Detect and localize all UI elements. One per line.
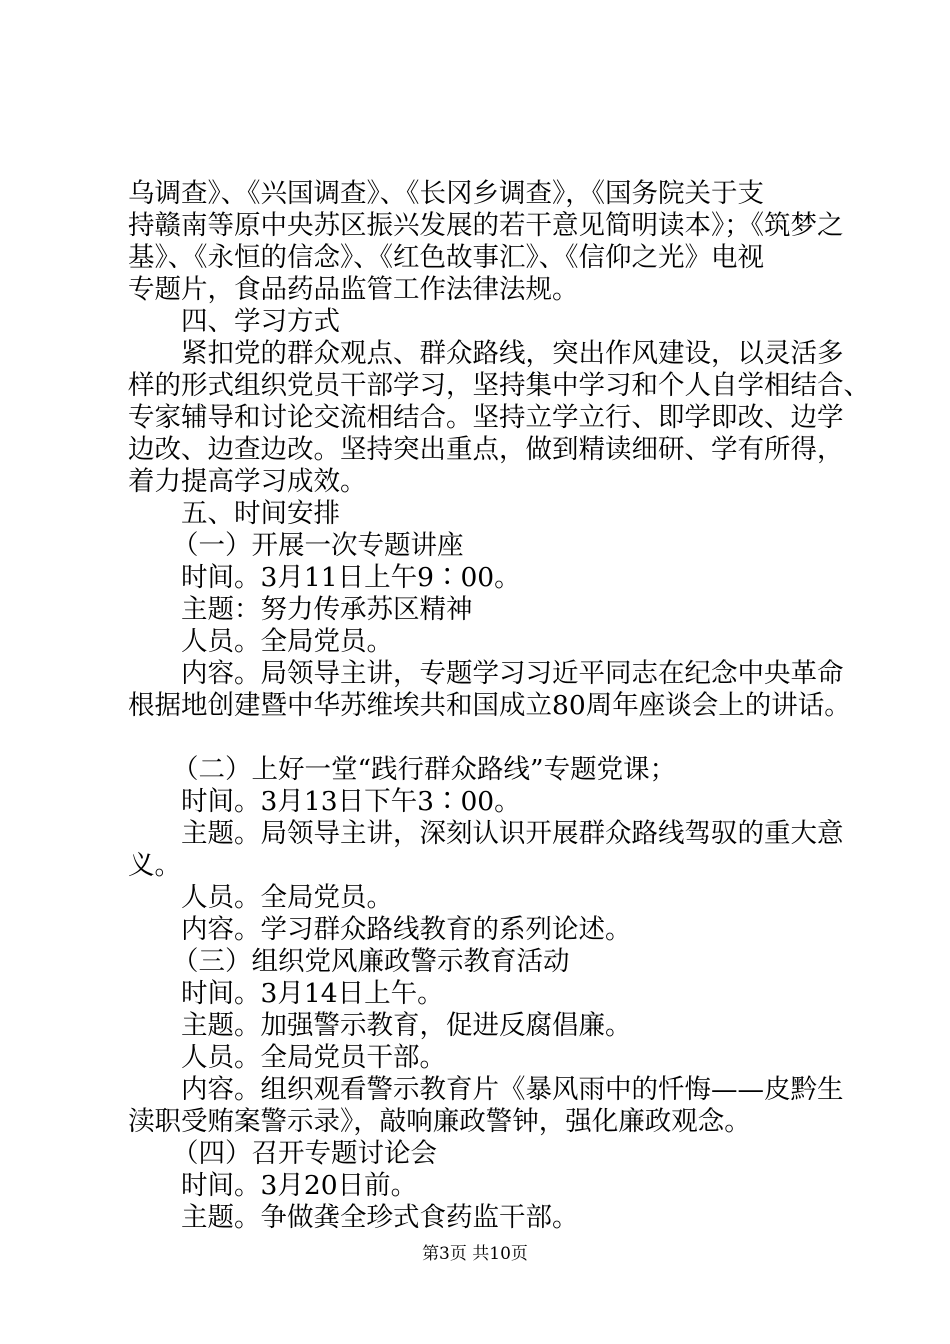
body-line: 时间。3月11日上午9∶00。 [181, 562, 521, 593]
section-heading: 四、学习方式 [181, 306, 340, 337]
body-line: 专家辅导和讨论交流相结合。坚持立学立行、即学即改、边学 [128, 402, 844, 433]
body-line: 持赣南等原中央苏区振兴发展的若干意见简明读本》；《筑梦之 [128, 210, 844, 241]
body-line: 内容。局领导主讲，专题学习习近平同志在纪念中央革命 [181, 658, 844, 689]
body-line: 人员。全局党员。 [181, 626, 393, 657]
body-line: 主题。局领导主讲，深刻认识开展群众路线驾驭的重大意 [181, 818, 844, 849]
subsection-heading: （二）上好一堂“践行群众路线”专题党课； [172, 754, 677, 785]
body-line: 内容。学习群众路线教育的系列论述。 [181, 914, 632, 945]
body-line: 人员。全局党员干部。 [181, 1042, 446, 1073]
body-line: 着力提高学习成效。 [128, 466, 367, 497]
body-line: 时间。3月14日上午。 [181, 978, 444, 1009]
body-line: 内容。组织观看警示教育片《暴风雨中的忏悔——皮黔生 [181, 1074, 844, 1105]
body-line: 紧扣党的群众观点、群众路线，突出作风建设，以灵活多 [181, 338, 844, 369]
subsection-heading: （三）组织党风廉政警示教育活动 [172, 946, 570, 977]
body-line: 主题。加强警示教育，促进反腐倡廉。 [181, 1010, 632, 1041]
body-line: 人员。全局党员。 [181, 882, 393, 913]
body-line: 根据地创建暨中华苏维埃共和国成立80周年座谈会上的讲话。 [128, 690, 851, 721]
body-line: 时间。3月20日前。 [181, 1170, 418, 1201]
body-line: 渎职受贿案警示录》，敲响廉政警钟，强化廉政观念。 [128, 1106, 751, 1137]
body-line: 乌调查》、《兴国调查》、《长冈乡调查》，《国务院关于支 [128, 178, 764, 209]
body-line: 义。 [128, 850, 181, 881]
body-line: 主题。争做龚全珍式食药监干部。 [181, 1202, 579, 1233]
body-line: 专题片，食品药品监管工作法律法规。 [128, 274, 579, 305]
subsection-heading: （四）召开专题讨论会 [172, 1138, 437, 1169]
page-number-footer: 第3页 共10页 [422, 1244, 528, 1264]
body-line: 主题：努力传承苏区精神 [181, 594, 473, 625]
body-line: 时间。3月13日下午3∶00。 [181, 786, 521, 817]
body-line: 边改、边查边改。坚持突出重点，做到精读细研、学有所得， [128, 434, 844, 465]
body-line: 样的形式组织党员干部学习，坚持集中学习和个人自学相结合、 [128, 370, 870, 401]
body-line: 基》、《永恒的信念》、《红色故事汇》、《信仰之光》电视 [128, 242, 764, 273]
section-heading: 五、时间安排 [181, 498, 340, 529]
subsection-heading: （一）开展一次专题讲座 [172, 530, 464, 561]
